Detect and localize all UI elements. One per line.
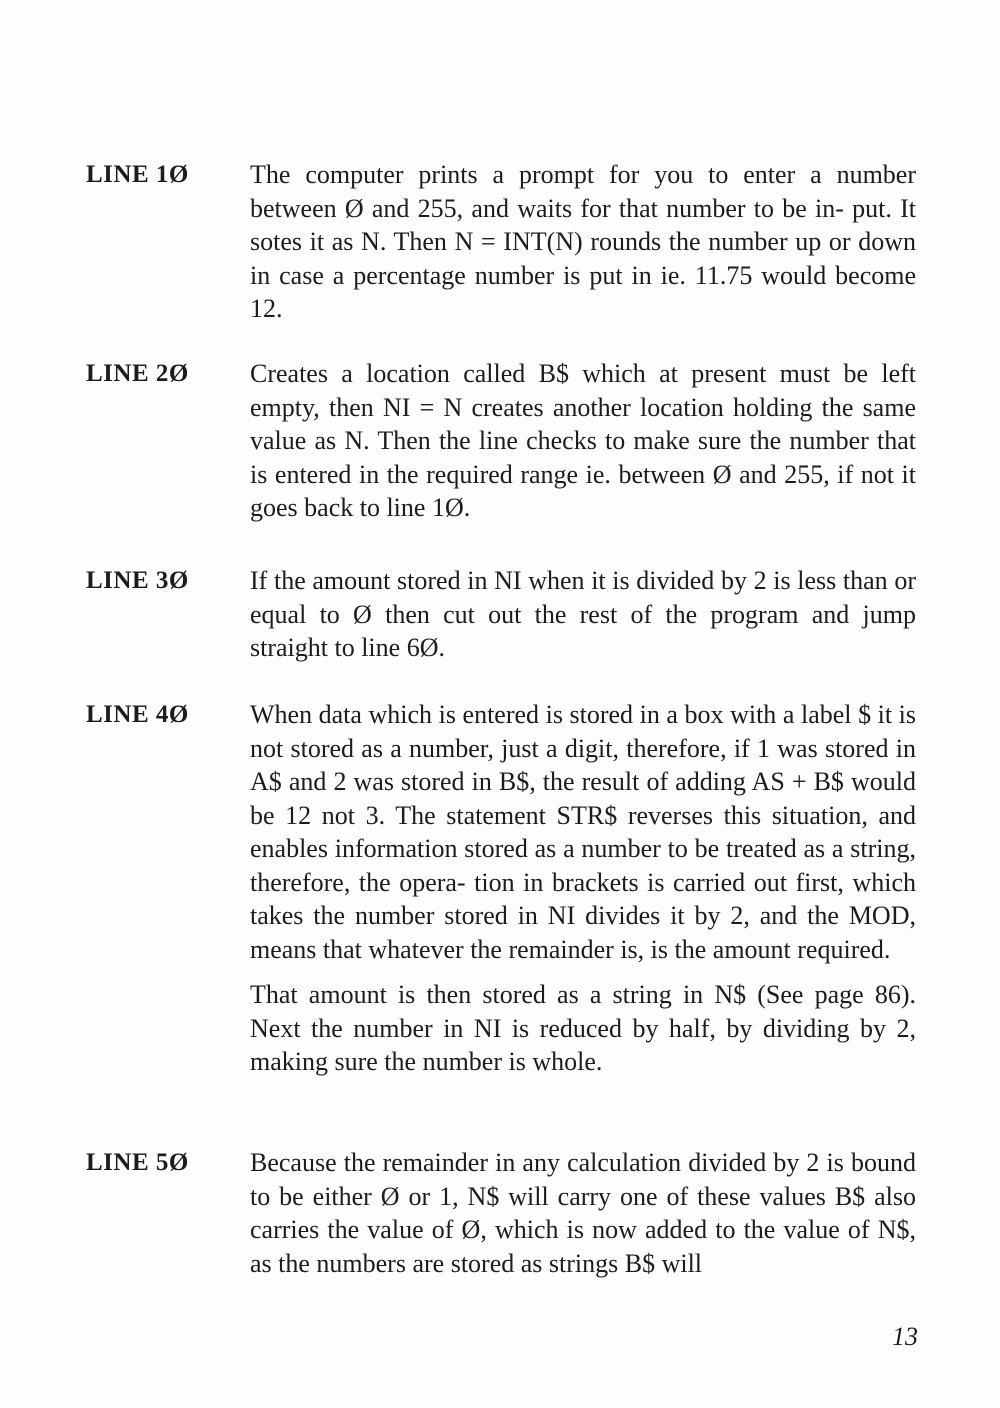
entry-description — [250, 1146, 916, 1280]
entry-description — [250, 158, 916, 326]
paragraph: If the amount stored in NI when it is divided by 2 is less than or equal to Ø then cut out the rest of the program and jump straight to line 6Ø. — [250, 566, 916, 662]
paragraph: That amount is then stored as a string in N$ (See page 86). Next the number in NI is reduced by half, by dividing by 2, making sure the number is whole. — [250, 980, 916, 1076]
paragraph: Creates a location called B$ which at present must be left empty, then NI = N creates another location holding the same value as N. Then the line checks to make sure the number that is entered in the required range ie. between Ø and 255, if not it goes back to line 1Ø. — [250, 359, 916, 522]
paragraph: When data which is entered is stored in a box with a label $ it is not stored as a number, just a digit, therefore, if 1 was stored in A$ and 2 was stored in B$, the result of adding AS + B$ would be 12 not 3. The statement STR$ reverses this situation, and enables information stored as a number to be treated as a string, therefore, the opera- tion in brackets is carried out first, which takes the number stored in NI divides it by 2, and the MOD, means that whatever the remainder is, is the amount required. — [250, 700, 916, 964]
page-number: 13 — [892, 1322, 918, 1351]
line-label: LINE 2Ø — [86, 360, 189, 387]
line-label: LINE 1Ø — [86, 161, 189, 188]
entry-description — [250, 564, 916, 665]
line-label: LINE 5Ø — [86, 1149, 189, 1176]
entry-description — [250, 357, 916, 525]
paragraph: The computer prints a prompt for you to enter a number between Ø and 255, and waits for that number to be in- put. It sotes it as N. Then N = INT(N) rounds the number up or down in case a percentage number is put in ie. 11.75 would become 12. — [250, 160, 916, 323]
line-label: LINE 4Ø — [86, 701, 189, 728]
entry-description — [250, 698, 916, 1079]
line-label: LINE 3Ø — [86, 567, 189, 594]
paragraph: Because the remainder in any calculation divided by 2 is bound to be either Ø or 1, N$ will carry one of these values B$ also carries the value of Ø, which is now added to the value of N$, as the numbers are stored as strings B$ will — [250, 1148, 916, 1278]
